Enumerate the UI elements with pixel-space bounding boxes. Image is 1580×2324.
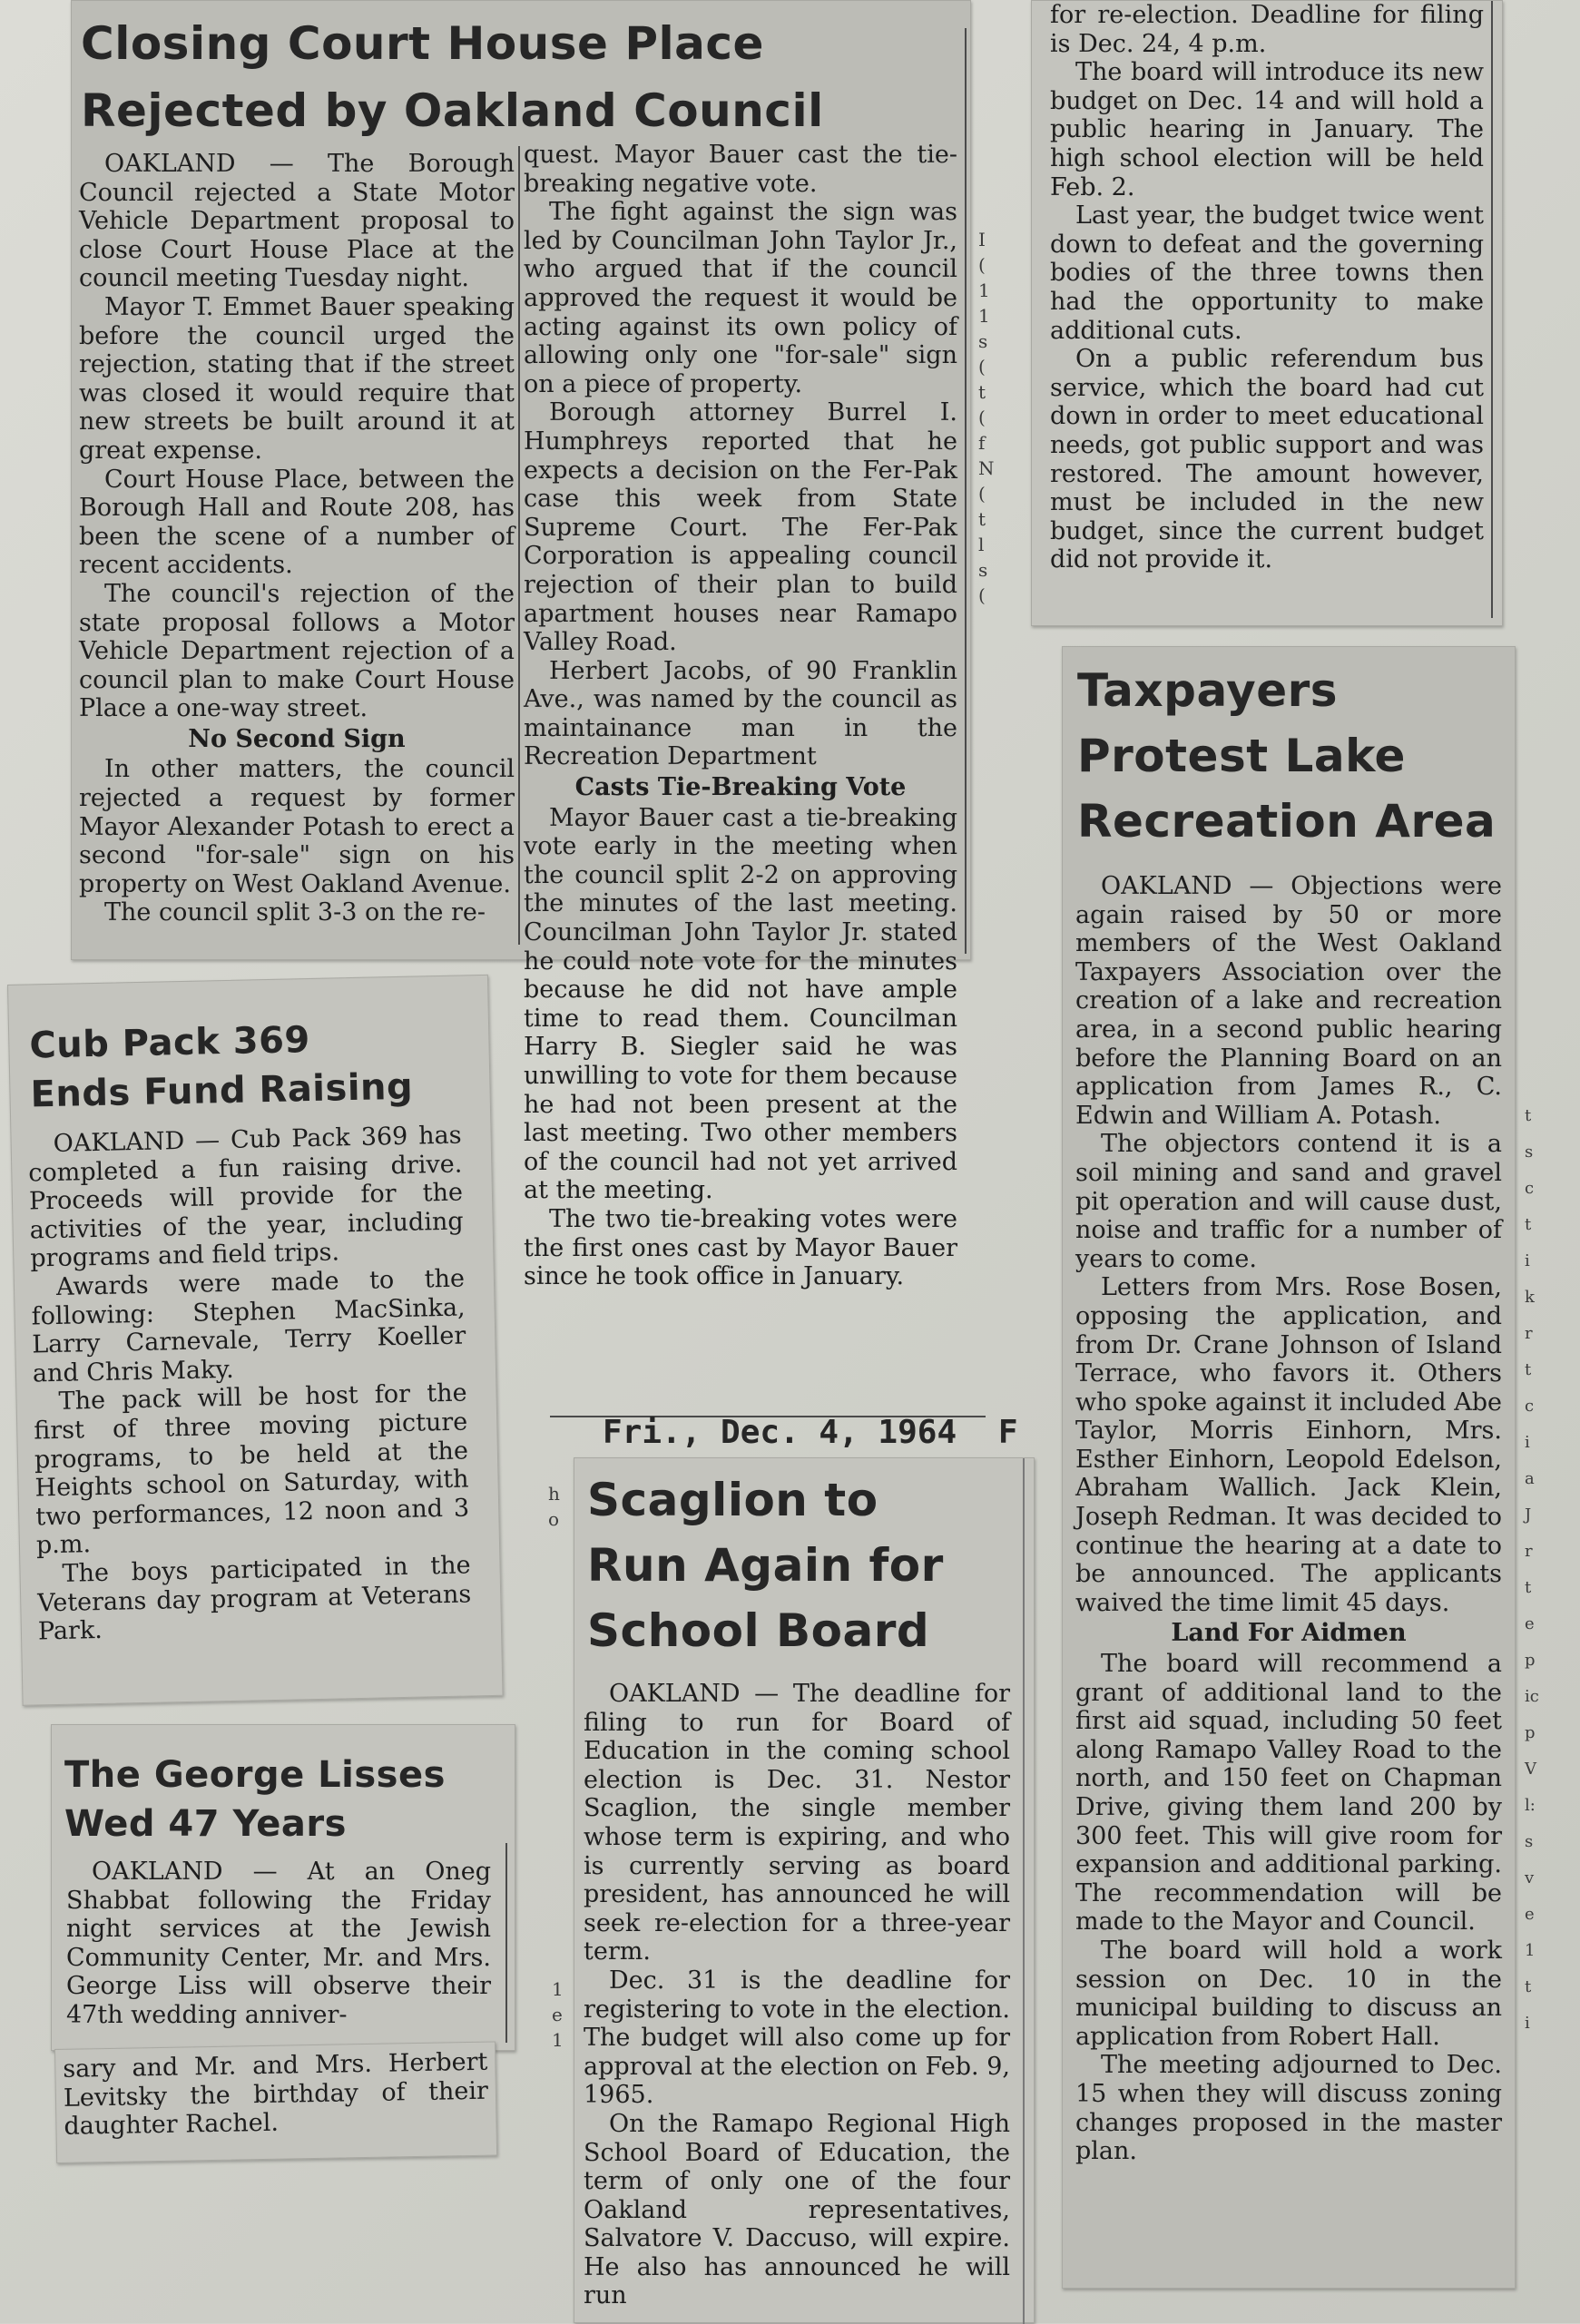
article-liss-headline xyxy=(64,1750,446,1848)
headline-line: Taxpayers xyxy=(1077,664,1339,717)
column-rule xyxy=(1491,1,1493,618)
paragraph: Herbert Jacobs, of 90 Franklin Ave., was named by the council as maintainance man in the Recreation Department xyxy=(524,656,957,771)
column-rule xyxy=(505,1843,507,2043)
paragraph: Letters from Mrs. Rose Bosen, opposing the application, and from Dr. Crane Johnson of Island Terrace, who favors it. Others who spoke against it included Abe Taylor, Morris Einhorn, Mrs. Esther Einhorn, Leopold Edelson, Abraham Wallich. Jack Klein, Joseph Redman. It was decided to continue the hearing at a date to be announced. The applicants waived the time limit 45 days. xyxy=(1075,1273,1502,1617)
paragraph: sary and Mr. and Mrs. Herbert Levitsky the birthday of their daughter Rachel. xyxy=(63,2047,489,2142)
article-liss-continuation-col xyxy=(63,2048,489,2142)
paragraph: The council's rejection of the state proposal follows a Motor Vehicle Department rejection of a council plan to make Court House Place a one-way street. xyxy=(79,579,515,723)
column-rule xyxy=(965,28,967,954)
paragraph: for re-election. Deadline for filing is Dec. 24, 4 p.m. xyxy=(1050,1,1484,58)
edge-letters-court: I ( 1 1 s ( t ( f N ( t l s ( xyxy=(978,229,995,606)
article-liss-col xyxy=(66,1858,491,2030)
paragraph: The meeting adjourned to Dec. 15 when they will discuss zoning changes proposed in the master plan. xyxy=(1075,2051,1502,2166)
headline-line: Closing Court House Place xyxy=(81,17,764,70)
paragraph: Court House Place, between the Borough Hall and Route 208, has been the scene of a number of recent accidents. xyxy=(79,465,515,580)
paragraph: OAKLAND — Cub Pack 369 has completed a fun raising drive. Proceeds will provide for the activities of the year, including programs and field trips. xyxy=(28,1121,464,1273)
article-scaglion-col xyxy=(584,1680,1010,2310)
article-budget-col xyxy=(1050,1,1484,574)
paragraph: Mayor Bauer cast a tie-breaking vote early in the meeting when the council split 2-2 on approving the minutes of the last meeting. Councilman John Taylor Jr. stated he could note vote for the minutes because he did not have ample time to read them. Councilman Harry B. Siegler said he was unwilling to vote for them because he had not been present at the last meeting. Two other members of the council had not yet arrived at the meeting. xyxy=(524,803,957,1205)
article-cub-pack xyxy=(7,975,504,1706)
paragraph: Awards were made to the following: Stephen MacSinka, Larry Carnevale, Terry Koeller and Chris Maky. xyxy=(31,1264,466,1388)
edge-letters-scaglion-lower: 1 e 1 xyxy=(552,1978,564,2051)
article-taxpayers xyxy=(1062,646,1516,2289)
paragraph: The two tie-breaking votes were the first ones cast by Mayor Bauer since he took office in January. xyxy=(524,1204,957,1291)
paragraph: The objectors contend it is a soil mining and sand and gravel pit operation and will cause dust, noise and traffic for a number of years to come. xyxy=(1075,1130,1502,1273)
column-rule xyxy=(518,146,520,945)
dateline xyxy=(603,1414,1018,1451)
paragraph: OAKLAND — Objections were again raised by 50 or more members of the West Oakland Taxpayers Association over the creation of a lake and recreation area, in a second public hearing before the Planning Board on an application from James R., C. Edwin and William A. Potash. xyxy=(1075,872,1502,1130)
article-court-headline xyxy=(81,10,824,144)
article-scaglion-headline xyxy=(587,1467,944,1663)
article-liss-continuation xyxy=(54,2042,497,2163)
headline-line: Cub Pack 369 xyxy=(28,1019,311,1067)
column-rule xyxy=(1023,1458,1025,2324)
article-liss xyxy=(51,1724,515,2051)
headline-line: Protest Lake xyxy=(1077,730,1406,782)
headline-line: Wed 47 Years xyxy=(64,1803,347,1845)
paragraph: The pack will be host for the first of three moving picture programs, to be held at the Heights school on Saturday, with two performances, 12 noon and 3 p.m. xyxy=(33,1378,470,1560)
article-scaglion xyxy=(574,1457,1035,2323)
paragraph: Dec. 31 is the deadline for registering to vote in the election. The budget will also come up for approval at the election on Feb. 9, 1965. xyxy=(584,1966,1010,2110)
paragraph: On a public referendum bus service, which the board had cut down in order to meet educational needs, got public support and was restored. The amount however, must be included in the new budget, since the current budget did not provide it. xyxy=(1050,345,1484,574)
headline-line: School Board xyxy=(587,1604,930,1657)
headline-line: Scaglion to xyxy=(587,1474,878,1526)
paragraph: The boys participated in the Veterans day program at Veterans Park. xyxy=(36,1551,472,1646)
paragraph: The board will introduce its new budget on Dec. 14 and will hold a public hearing in January. The high school election will be held Feb. 2. xyxy=(1050,58,1484,201)
paragraph: The board will hold a work session on Dec. 10 in the municipal building to discuss an application from Robert Hall. xyxy=(1075,1936,1502,2051)
paragraph: OAKLAND — The Borough Council rejected a State Motor Vehicle Department proposal to close Court House Place at the council meeting Tuesday night. xyxy=(79,150,515,293)
paragraph: OAKLAND — At an Oneg Shabbat following the Friday night services at the Jewish Community Center, Mr. and Mrs. George Liss will observe their 47th wedding anniver- xyxy=(66,1858,491,2029)
article-taxpayers-headline xyxy=(1077,658,1496,854)
article-cub-col xyxy=(27,1122,472,1647)
headline-line: Rejected by Oakland Council xyxy=(81,84,824,137)
article-court-col2 xyxy=(524,141,957,1291)
dateline-edge-letter: F xyxy=(997,1414,1018,1451)
dateline-text: Fri., Dec. 4, 1964 xyxy=(603,1414,957,1451)
paragraph: OAKLAND — The deadline for filing to run for Board of Education in the coming school election is Dec. 31. Nestor Scaglion, the single member whose term is expiring, and who is currently serving as board president, has announced he will seek re-election for a three-year term. xyxy=(584,1680,1010,1966)
paragraph: The board will recommend a grant of additional land to the first aid squad, including 50 feet along Ramapo Valley Road to the north, and 150 feet on Chapman Drive, giving them land 200 by 300 feet. This will give room for expansion and additional parking. The recommendation will be made to the Mayor and Council. xyxy=(1075,1650,1502,1937)
paragraph: In other matters, the council rejected a request by former Mayor Alexander Potash to erect a second "for-sale" sign on his property on West Oakland Avenue. xyxy=(79,755,515,898)
subheading: Casts Tie-Breaking Vote xyxy=(574,773,907,802)
edge-letters-taxpayers: t s c t i k r t c i a J r t e p ic p V l: s v e 1 t i xyxy=(1525,1106,1539,2033)
headline-line: The George Lisses xyxy=(64,1754,446,1796)
article-cub-headline xyxy=(29,1014,414,1120)
article-budget xyxy=(1031,0,1503,626)
paragraph: The council split 3-3 on the re- xyxy=(104,898,486,927)
headline-line: Ends Fund Raising xyxy=(30,1065,414,1116)
edge-letters-scaglion: h o xyxy=(548,1483,560,1530)
article-court-col1 xyxy=(79,150,515,927)
subheading: No Second Sign xyxy=(188,724,406,753)
article-taxpayers-col xyxy=(1075,872,1502,2166)
subheading: Land For Aidmen xyxy=(1171,1619,1407,1648)
paragraph: Borough attorney Burrel I. Humphreys reported that he expects a decision on the Fer-Pak case this week from State Supreme Court. The Fer-Pak Corporation is appealing council rejection of their plan to build apartment houses near Ramapo Valley Road. xyxy=(524,398,957,657)
headline-line: Run Again for xyxy=(587,1539,944,1592)
paragraph: Last year, the budget twice went down to defeat and the governing bodies of the three towns then had the opportunity to make additional cuts. xyxy=(1050,201,1484,345)
paragraph: Mayor T. Emmet Bauer speaking before the council urged the rejection, stating that if the street was closed it would require that new streets be built around it at great expense. xyxy=(79,292,515,465)
paragraph: The fight against the sign was led by Councilman John Taylor Jr., who argued that if the council approved the request it would be acting against its own policy of allowing only one "for-sale" sign on a piece of property. xyxy=(524,198,957,398)
paragraph: quest. Mayor Bauer cast the tie-breaking negative vote. xyxy=(524,141,957,198)
headline-line: Recreation Area xyxy=(1077,795,1497,848)
paragraph: On the Ramapo Regional High School Board of Education, the term of only one of the four Oakland representatives, Salvatore V. Daccuso, will expire. He also has announced he will run xyxy=(584,2109,1010,2310)
